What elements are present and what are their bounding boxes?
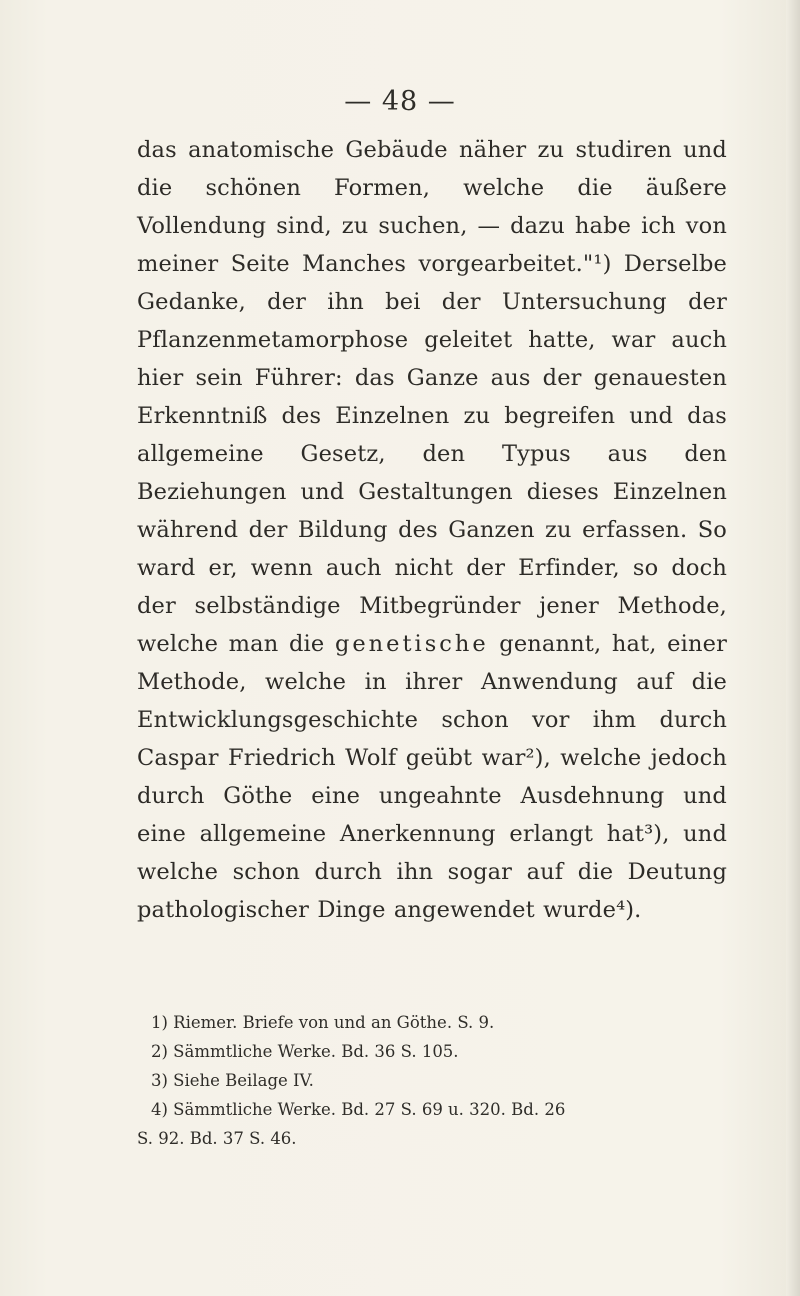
emphasized-term: genetische — [334, 631, 489, 657]
paragraph-text-part-1: das anatomische Gebäude näher zu studiren und die schönen Formen, welche die äußere Vollendung sind, zu suchen, — dazu habe ich von meiner Seite Manches vorgearbeitet."¹) Derselbe Gedanke, der ihn bei der Untersuchung der Pflanzenmetamorphose geleitet hatte, war auch hier sein Führer: das Ganze aus der genauesten Erkenntniß des Einzelnen zu begreifen und das allgemeine Gesetz, den Typus aus den Beziehungen und Gestaltungen dieses Einzelnen während der Bildung des Ganzen zu erfassen. So ward er, wenn auch nicht der Erfinder, so doch der selbständige Mitbegründer jener Methode, welche man die — [137, 137, 727, 657]
footnote-4-continuation: S. 92. Bd. 37 S. 46. — [137, 1129, 297, 1148]
page-number: — 48 — — [344, 86, 456, 117]
page-edge-shadow — [786, 0, 800, 1296]
footnotes — [137, 1008, 751, 1153]
footnote-2: 2) Sämmtliche Werke. Bd. 36 S. 105. — [151, 1042, 459, 1061]
paragraph-text-part-2: genannt, hat, einer Methode, welche in ihrer Anwendung auf die Entwicklungsgeschichte schon vor ihm durch Caspar Friedrich Wolf geübt war²), welche jedoch durch Göthe eine ungeahnte Ausdehnung und eine allgemeine Anerkennung erlangt hat³), und welche schon durch ihn sogar auf die Deutung pathologischer Dinge angewendet wurde⁴). — [137, 631, 727, 923]
footnote-3: 3) Siehe Beilage IV. — [151, 1071, 314, 1090]
main-paragraph — [137, 131, 727, 929]
footnote-4: 4) Sämmtliche Werke. Bd. 27 S. 69 u. 320. Bd. 26 — [151, 1100, 566, 1119]
footnote-1: 1) Riemer. Briefe von und an Göthe. S. 9. — [151, 1013, 495, 1032]
